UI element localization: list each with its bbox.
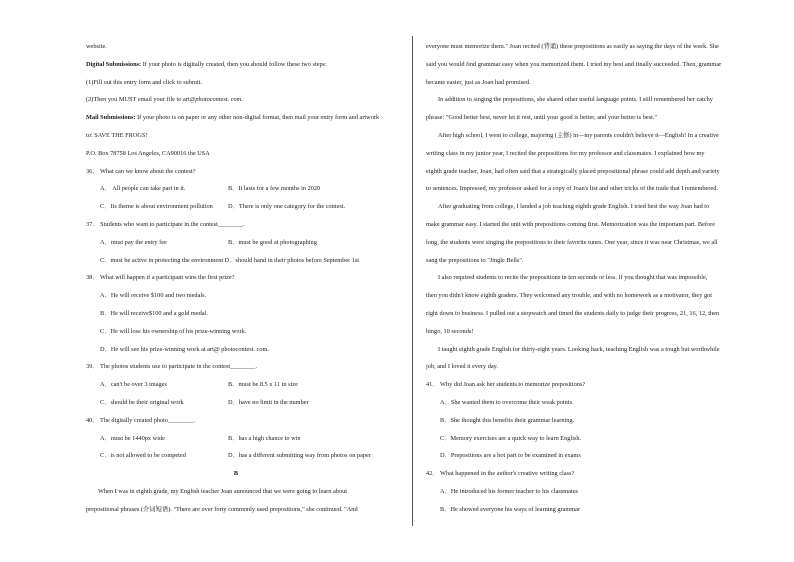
option-c: C．He will lose his ownership of his prize-winning work. — [100, 327, 247, 335]
passage-line: job, and I loved it every day. — [426, 363, 498, 371]
option-a: A．He introduced his former teacher to his classmates — [440, 487, 578, 495]
email-line — [86, 91, 386, 109]
passage-line: became easier, just as Joan had promised. — [426, 78, 531, 86]
left-column — [86, 38, 386, 519]
passage-line: make grammar easy. I started the unit with prepositions coming first. Memorization was the important part. Before — [426, 220, 715, 228]
question-37: 37． Students who want to participate in the contest________. — [86, 220, 245, 228]
option-b: B．He will receive$100 and a gold medal. — [100, 309, 208, 317]
text-fragment: (2)Then you MUST email your file to art@ — [86, 96, 196, 104]
text-line: to: SAVE THE FROGS! — [86, 131, 148, 139]
passage-line: After high school, I went to college, majoring (主修) in—my parents couldn't believe it—English! In a creative — [438, 131, 719, 139]
text-fragment: If your photo is digitally created, then you should follow these two steps: — [141, 60, 327, 68]
options-row — [86, 198, 386, 216]
option-c: C．is not allowed to be competed — [100, 452, 186, 460]
option-c: C．should be their original work — [100, 398, 184, 406]
passage-line: right down to business. I pulled out a stopwatch and timed the students daily to judge their progress, 21, 16, 12, then — [426, 309, 720, 317]
option-d: D．Prepositions are a hot part to be examined in exams — [440, 452, 581, 460]
question-41: 41． Why did Joan ask her students to memorize prepositions? — [426, 381, 586, 389]
passage-line: After graduating from college, I landed a job teaching eighth grade English. I tried best the way Joan had to — [438, 203, 710, 211]
option-d: D．have no limit in the number — [228, 398, 309, 406]
passage-line: said you would find grammar easy when you memorized them. I tried my best and finally succeeded. Then, grammar — [426, 60, 722, 68]
option-d: D．There is only one category for the contest. — [228, 203, 346, 211]
options-c-d: C．must be active in protecting the environment D．should hand in their photos before September 1st — [100, 256, 360, 264]
mail-submissions-line — [86, 109, 386, 127]
options-row — [86, 430, 386, 448]
passage-line: long, the students were singing the prepositions to their favorite tunes. One year, since it was near Christmas, we all — [426, 238, 718, 246]
options-row — [86, 376, 386, 394]
option-a: A． All people can take part in it. — [100, 185, 186, 193]
options-row — [86, 394, 386, 412]
question-40: 40． The digitally created photo________. — [86, 416, 195, 424]
option-b: B．She thought this benefits their grammar learning. — [440, 416, 575, 424]
digital-submissions-line — [86, 56, 386, 74]
passage-b-line: When I was in eighth grade, my English teacher Joan announced that we were going to learn about — [98, 487, 347, 495]
passage-line: to sentences. Impressed, my professor asked for a copy of Joan's list and other tricks of the trade that I remembered. — [426, 185, 718, 193]
option-a: A．She wanted them to overcome their weak points. — [440, 398, 574, 406]
option-c: C．Its theme is about environment pollution — [100, 203, 213, 211]
option-c: C．Memory exercises are a quick way to learn English. — [440, 434, 582, 442]
option-b: B．must be good at photographing — [228, 238, 317, 246]
passage-line: eighth grade teacher, Joan, had often said that a strategically placed prepositional phrase could add depth and variety — [426, 167, 720, 175]
address-line: P.O. Box 78758 Los Angeles, CA90016 the USA — [86, 149, 210, 157]
mail-submissions-heading: Mail Submissions: — [86, 114, 136, 122]
column-divider — [412, 36, 413, 526]
option-b: B．has a high chance to win — [228, 434, 301, 442]
passage-line: I also required students to recite the prepositions in ten seconds or less. If you thought that was impossible, — [438, 274, 708, 282]
passage-line: then you didn't know eighth graders. They welcomed any trouble, and with no homework as a motivator, they got — [426, 292, 712, 300]
passage-b-line: prepositional phrases (介词短语). "There are over forty commonly used prepositions," she continued. "And — [86, 505, 358, 513]
passage-line: phrase: "Good better best, never let it rest, until your good is better, and your better is best." — [426, 114, 657, 122]
digital-submissions-heading: Digital Submissions: — [86, 60, 142, 68]
text-fragment: If your photo is on paper or any other non-digital format, then mail your entry form and artwork — [135, 114, 380, 122]
option-b: B．It lasts for a few months in 2020 — [228, 185, 321, 193]
text-line: website. — [86, 43, 107, 50]
passage-line: everyone must memorize them." Joan recited (背诵) these prepositions as easily as saying the days of the week. She — [426, 43, 719, 50]
option-d: D．He will see his prize-winning work at art@ photocontest. com. — [100, 345, 269, 353]
option-a: A．must be 1440px wide — [100, 434, 165, 442]
question-39: 39． The photos students use to participate in the contest________. — [86, 363, 257, 371]
options-row — [86, 180, 386, 198]
right-column — [426, 38, 756, 519]
option-d: D．has a different submitting way from photos on paper — [228, 452, 371, 460]
options-row — [86, 447, 386, 465]
passage-line: I taught eighth grade English for thirty-eight years. Looking back, teaching English was a tough but worthwhile — [438, 345, 720, 353]
options-row — [86, 234, 386, 252]
option-a: A．He will receive $100 and two medals. — [100, 292, 207, 300]
option-a: A．must pay the entry fee — [100, 238, 167, 246]
section-b-heading: B — [233, 470, 239, 478]
passage-line: writing class in my junior year, I recited the prepositions for my professor and classmates. I explained how my — [426, 149, 705, 157]
text-line: (1)Fill out this entry form and click to submit. — [86, 78, 202, 86]
question-38: 38． What will happen if a participant wins the first prize? — [86, 274, 235, 282]
option-b: B．must be 8.5 x 11 in size — [228, 381, 298, 389]
question-42: 42． What happened in the author's creative writing class? — [426, 470, 575, 478]
email-domain: photocontest. com. — [195, 96, 243, 104]
option-a: A．can't be over 3 images — [100, 381, 167, 389]
option-b: B．He showed everyone his ways of learning grammar — [440, 505, 581, 513]
question-36: 36． What can we know about the contest? — [86, 167, 196, 175]
passage-line: sang the prepositions to "Jingle Bells". — [426, 256, 524, 264]
passage-line: bingo, 10 seconds! — [426, 327, 474, 335]
passage-line: In addition to singing the prepositions, she shared other useful language points. I still remembered her catchy — [438, 96, 713, 104]
